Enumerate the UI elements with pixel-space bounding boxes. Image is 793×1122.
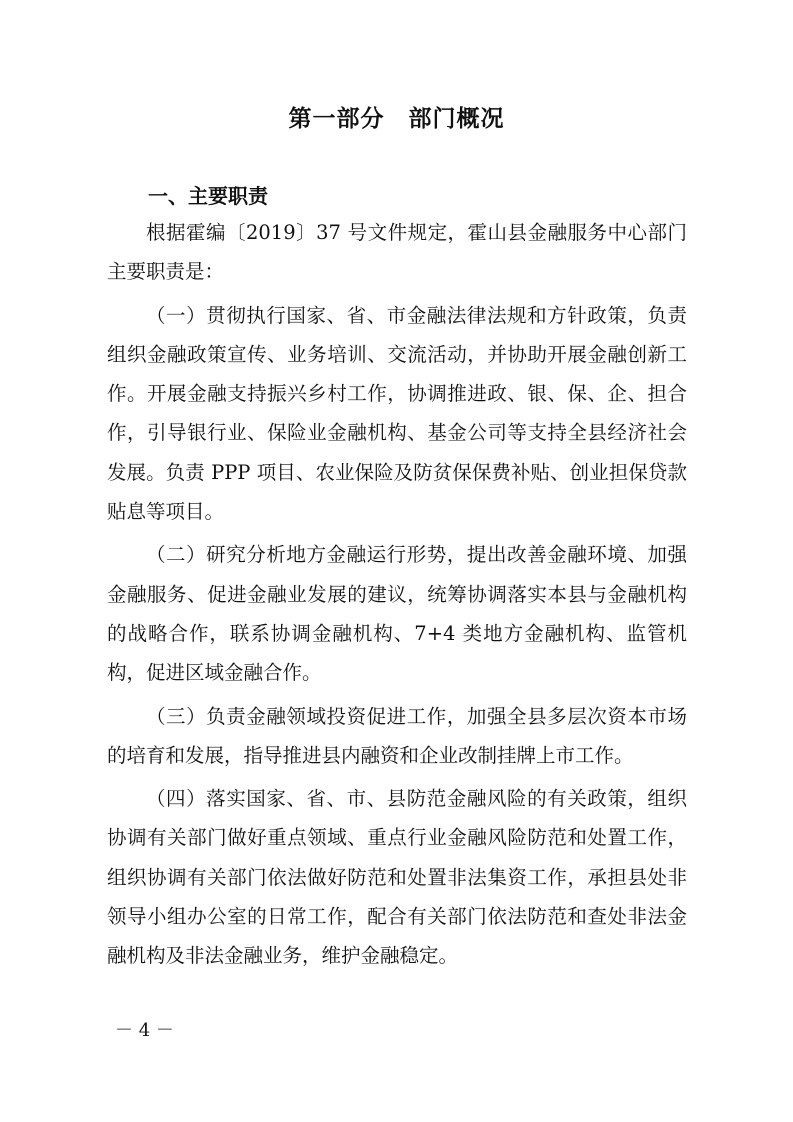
paragraph-duty-2: （二）研究分析地方金融运行形势，提出改善金融环境、加强金融服务、促进金融业发展的建议，统筹协调落实本县与金融机构的战略合作，联系协调金融机构、7+4 类地方金融机构、监管机构，促进区域金融合作。 xyxy=(107,543,687,685)
paragraph-duty-1: （一）贯彻执行国家、省、市金融法律法规和方针政策，负责组织金融政策宣传、业务培训、交流活动，并协助开展金融创新工作。开展金融支持振兴乡村工作，协调推进政、银、保、企、担合作，引导银行业、保险业金融机构、基金公司等支持全县经济社会发展。负责 PPP 项目、农业保险及防贫保保费补贴、创业担保贷款贴息等项目。 xyxy=(107,303,687,524)
body-text xyxy=(107,213,687,980)
paragraph-duty-4: （四）落实国家、省、市、县防范金融风险的有关政策，组织协调有关部门做好重点领域、重点行业金融风险防范和处置工作，组织协调有关部门依法做好防范和处置非法集资工作，承担县处非领导小组办公室的日常工作，配合有关部门依法防范和查处非法金融机构及非法金融业务，维护金融稳定。 xyxy=(107,787,687,968)
section-heading: 一、主要职责 xyxy=(148,184,268,208)
page-number: － 4 － xyxy=(115,1020,174,1041)
page-title: 第一部分 部门概况 xyxy=(288,106,505,132)
paragraph-intro: 根据霍编〔2019〕37 号文件规定，霍山县金融服务中心部门主要职责是： xyxy=(107,221,687,284)
paragraph-duty-3: （三）负责金融领域投资促进工作，加强全县多层次资本市场的培育和发展，指导推进县内融资和企业改制挂牌上市工作。 xyxy=(107,704,687,767)
